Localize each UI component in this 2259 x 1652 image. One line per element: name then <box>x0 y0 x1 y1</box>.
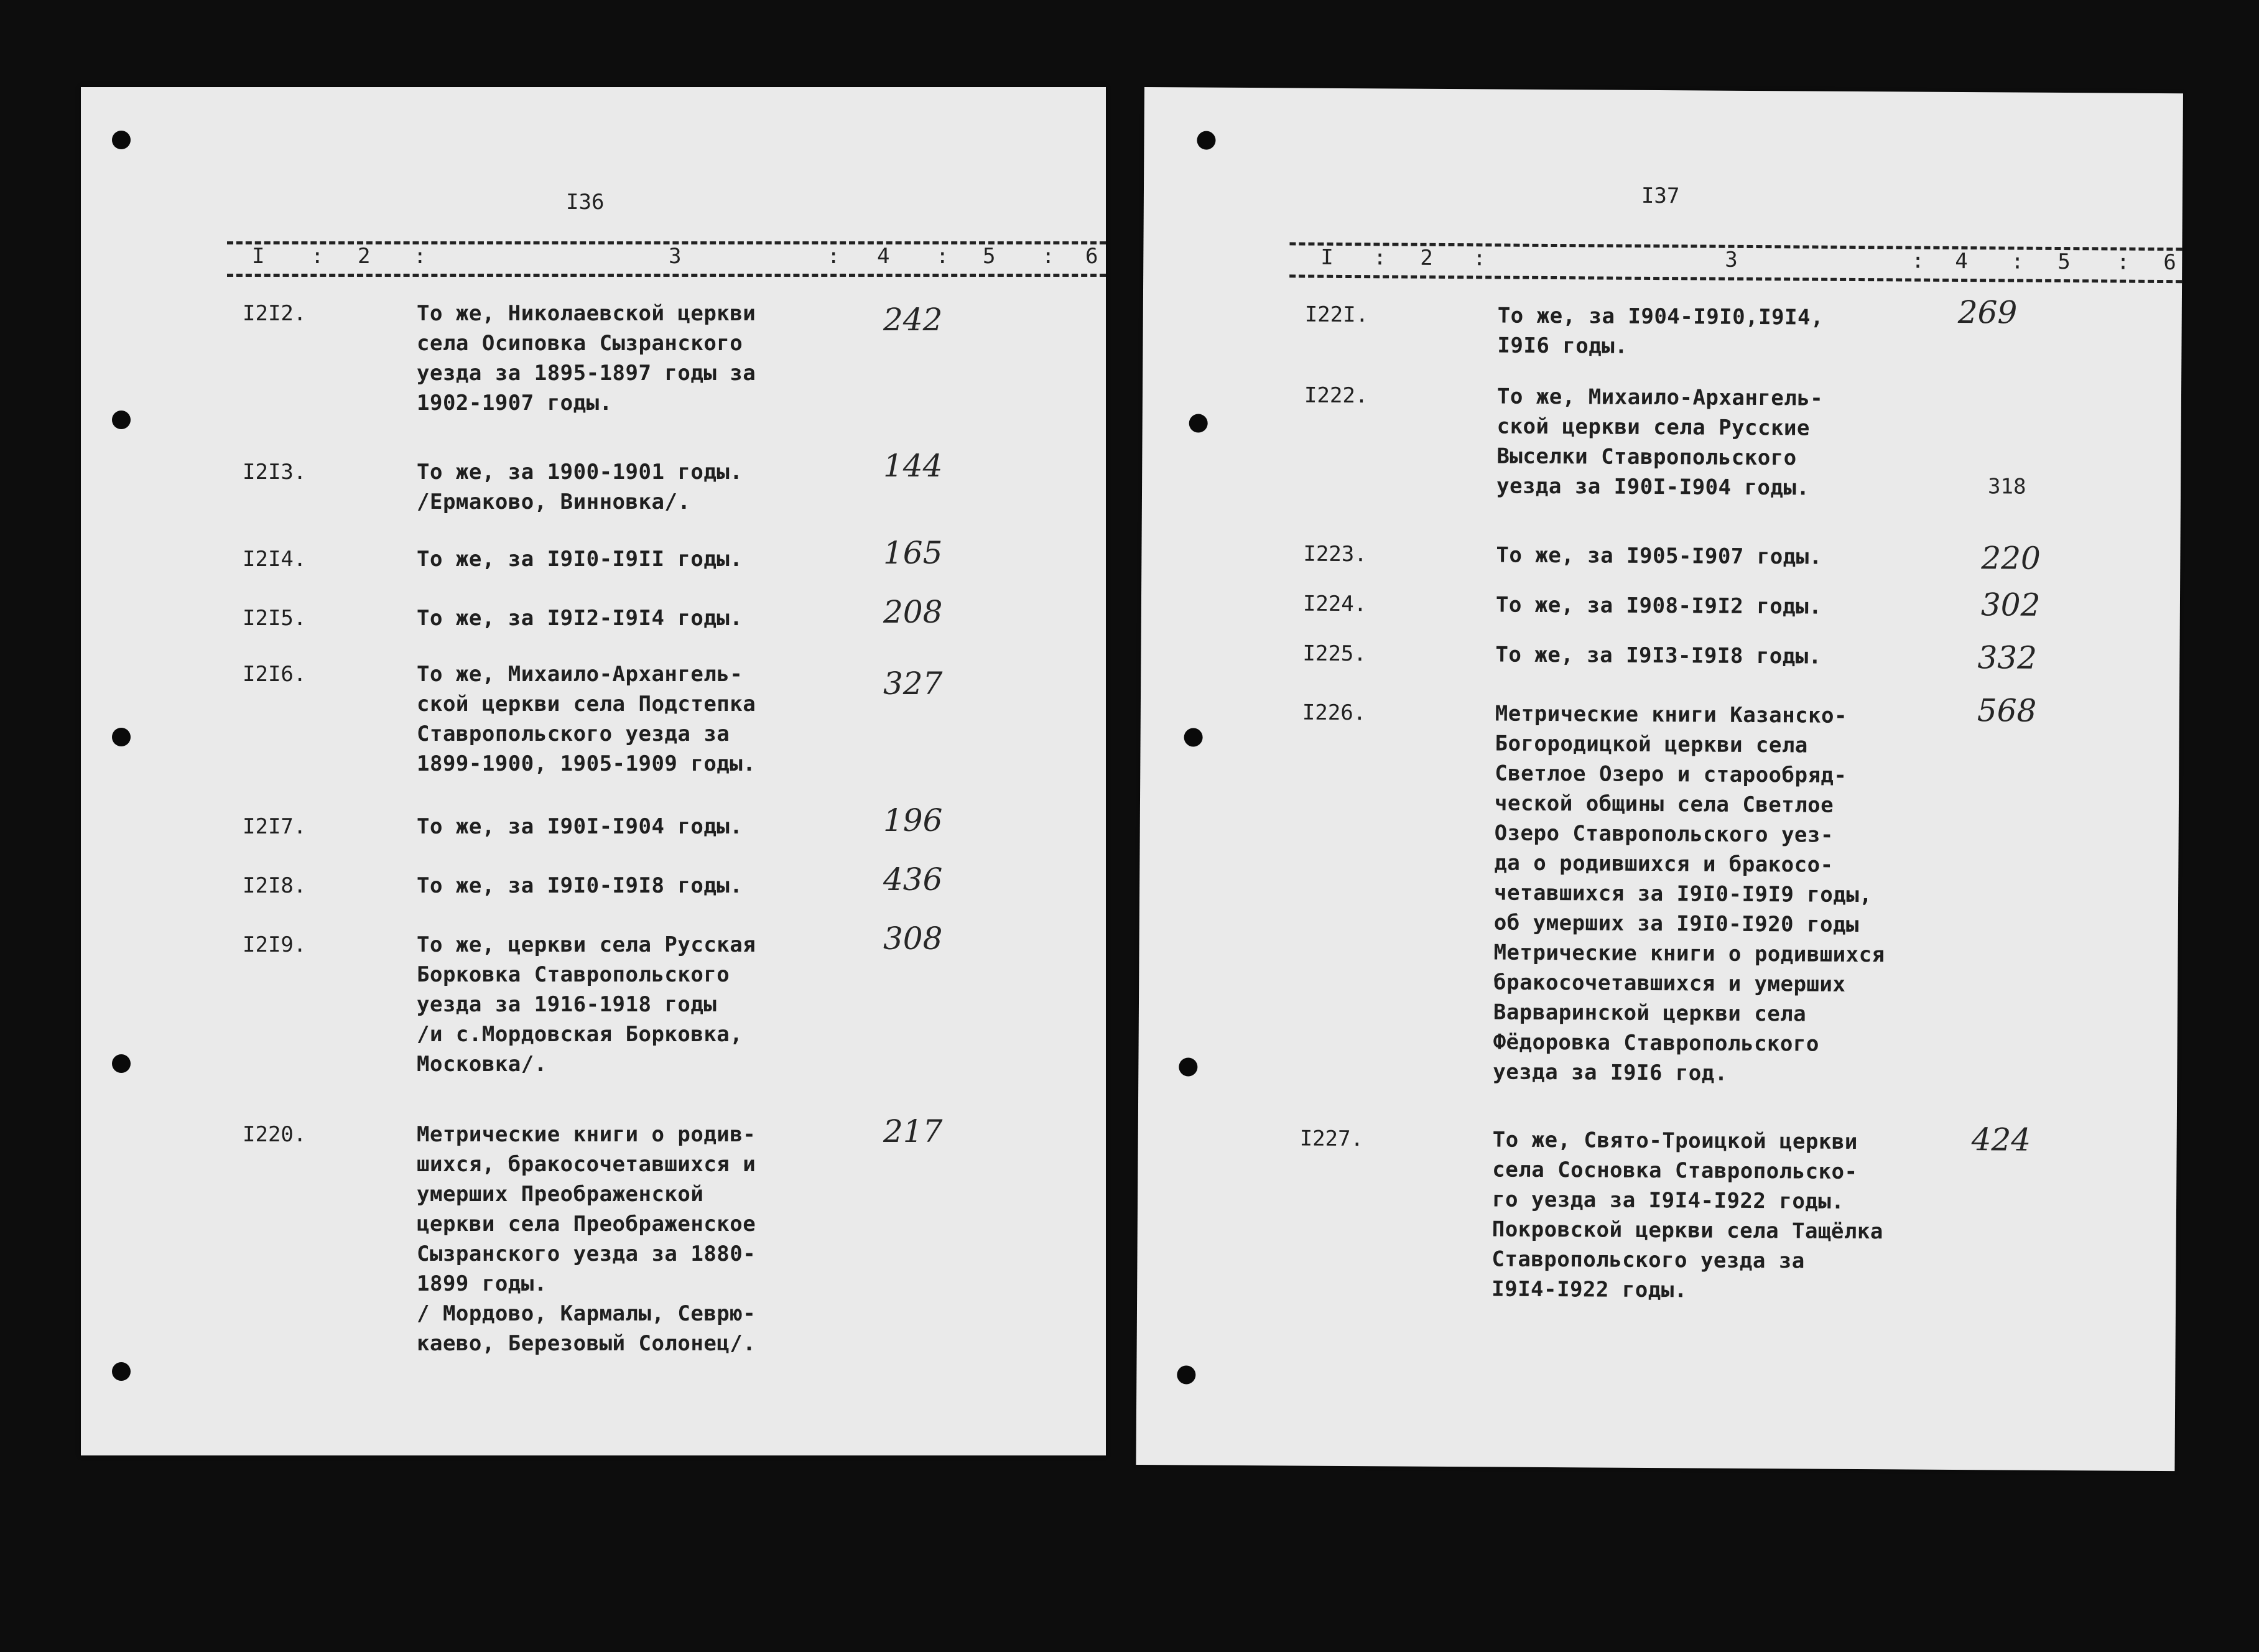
sheet-count: 217 <box>883 1113 943 1149</box>
column-separator: : <box>827 244 840 269</box>
entry-number: I225. <box>1302 641 1366 667</box>
entry-number: I2I5. <box>243 606 307 631</box>
page-number: I36 <box>566 190 605 215</box>
list-item <box>1141 638 2180 676</box>
page-number: I37 <box>1641 183 1680 209</box>
entry-description: То же, Николаевской церкви села Осиповка Сызранского уезда за 1895-1897 годы за 1902-1907 годы. <box>417 301 756 415</box>
column-header: 2 <box>358 244 371 269</box>
entry-description: То же, за I9I3-I9I8 годы. <box>1495 642 1822 669</box>
sheet-count: 327 <box>883 666 943 702</box>
column-header: I <box>1320 244 1334 270</box>
sheet-count: 269 <box>1957 294 2018 331</box>
column-header: 4 <box>877 244 890 269</box>
punch-hole <box>1197 131 1215 150</box>
sheet-count: 220 <box>1981 540 2041 577</box>
column-header: 4 <box>1955 248 1968 274</box>
entry-description: Метрические книги о родив- шихся, бракосочетавшихся и умерших Преображенской церкви села Преображенское Сызранского уезда за 1880- 1899 годы. / Мордово, Кармалы, Севрю- каево, Березовый Солонец/. <box>417 1122 756 1356</box>
entry-description: То же, за I905-I907 годы. <box>1496 542 1822 570</box>
punch-hole <box>112 411 131 429</box>
entry-number: I222. <box>1304 383 1368 409</box>
entry-number: I224. <box>1302 591 1367 617</box>
column-separator: : <box>1473 246 1486 271</box>
sheet-count: 318 <box>1987 474 2026 499</box>
punch-hole <box>1184 728 1203 746</box>
list-item <box>1143 379 2181 501</box>
entry-description: То же, за I90I-I904 годы. <box>417 814 743 839</box>
entry-number: I226. <box>1302 700 1366 726</box>
entry-number: I227. <box>1299 1126 1364 1152</box>
column-separator: : <box>311 244 324 269</box>
column-separator: : <box>2011 249 2024 274</box>
entry-description: То же, за I9I0-I9II годы. <box>417 547 743 572</box>
list-item <box>1143 294 2182 359</box>
sheet-count: 196 <box>883 802 943 838</box>
entry-description: Метрические книги Казанско- Богородицкой церкви села Светлое Озеро и старообряд- ческой общины села Светлое Озеро Ставропольского уез- да о родившихся и бракосо- четавшихся за I9I0-I9I9 годы, об умерших за I9I0-I920 годы Метрические книги о родившихся бракосочетавшихся и умерших Варваринской церкви села Фёдоровка Ставропольского уезда за I9I6 год. <box>1493 701 1885 1086</box>
entry-number: I2I2. <box>243 301 307 326</box>
sheet-count: 568 <box>1977 692 2037 729</box>
sheet-count: 165 <box>883 535 943 571</box>
list-item <box>1141 692 2179 1086</box>
header-rule-bottom <box>227 274 1106 277</box>
column-header: 2 <box>1420 245 1433 271</box>
column-header: 6 <box>1085 244 1098 269</box>
sheet-count: 242 <box>883 302 943 338</box>
column-header: 5 <box>2057 249 2071 275</box>
punch-hole <box>112 1362 131 1381</box>
column-header: 3 <box>1725 247 1738 272</box>
column-separator: : <box>936 244 949 269</box>
sheet-count: 436 <box>883 861 943 898</box>
column-header: 6 <box>2163 250 2176 276</box>
column-separator: : <box>414 244 427 269</box>
column-separator: : <box>2117 249 2130 275</box>
entry-description: То же, за I9I0-I9I8 годы. <box>417 873 743 898</box>
right-page <box>1136 87 2182 1471</box>
sheet-count: 302 <box>1980 587 2041 623</box>
entry-number: I2I4. <box>243 547 307 572</box>
entry-description: То же, за I904-I9I0,I9I4, I9I6 годы. <box>1497 303 1824 359</box>
sheet-count: 424 <box>1971 1121 2031 1158</box>
column-header: 3 <box>669 244 682 269</box>
sheet-count: 332 <box>1977 639 2038 676</box>
list-item <box>1141 587 2180 623</box>
punch-hole <box>1189 414 1208 432</box>
column-separator: : <box>1042 244 1055 269</box>
entry-description: То же, Свято-Троицкой церкви села Сосновка Ставропольско- го уезда за I9I4-I922 годы. Покровской церкви села Тащёлка Ставропольского уезда за I9I4-I922 годы. <box>1491 1127 1883 1303</box>
entry-number: I22I. <box>1304 302 1369 328</box>
entry-description: То же, за 1900-1901 годы. /Ермаково, Винновка/. <box>417 460 743 514</box>
column-separator: : <box>1911 248 1924 274</box>
column-header-row <box>227 244 1106 275</box>
column-header: 5 <box>983 244 996 269</box>
entry-number: I223. <box>1303 541 1367 567</box>
sheet-count: 208 <box>883 594 943 630</box>
punch-hole <box>1179 1057 1197 1076</box>
punch-hole <box>1177 1365 1195 1384</box>
column-header: I <box>252 244 265 269</box>
list-item <box>1142 538 2181 577</box>
entry-description: То же, за I9I2-I9I4 годы. <box>417 606 743 631</box>
entry-description: То же, церкви села Русская Борковка Ставропольского уезда за 1916-1918 годы /и с.Мордовская Борковка, Московка/. <box>417 932 756 1077</box>
punch-hole <box>112 131 131 149</box>
punch-hole <box>112 728 131 746</box>
entry-number: I2I7. <box>243 814 307 839</box>
entry-description: То же, за I908-I9I2 годы. <box>1495 592 1822 620</box>
column-separator: : <box>1373 245 1386 271</box>
list-item <box>1138 1121 2177 1303</box>
entry-description: То же, Михаило-Архангель- ской церкви села Русские Выселки Ставропольского уезда за I90I-I904 годы. <box>1496 384 1824 501</box>
entry-number: I2I6. <box>243 662 307 687</box>
punch-hole <box>112 1054 131 1073</box>
entry-number: I2I9. <box>243 932 307 957</box>
entry-number: I220. <box>243 1122 307 1147</box>
left-page <box>81 87 1106 1455</box>
entry-description: То же, Михаило-Архангель- ской церкви села Подстепка Ставропольского уезда за 1899-1900, 1905-1909 годы. <box>417 662 756 776</box>
sheet-count: 308 <box>883 921 943 957</box>
entry-number: I2I3. <box>243 460 307 485</box>
entry-number: I2I8. <box>243 873 307 898</box>
sheet-count: 144 <box>883 448 943 484</box>
